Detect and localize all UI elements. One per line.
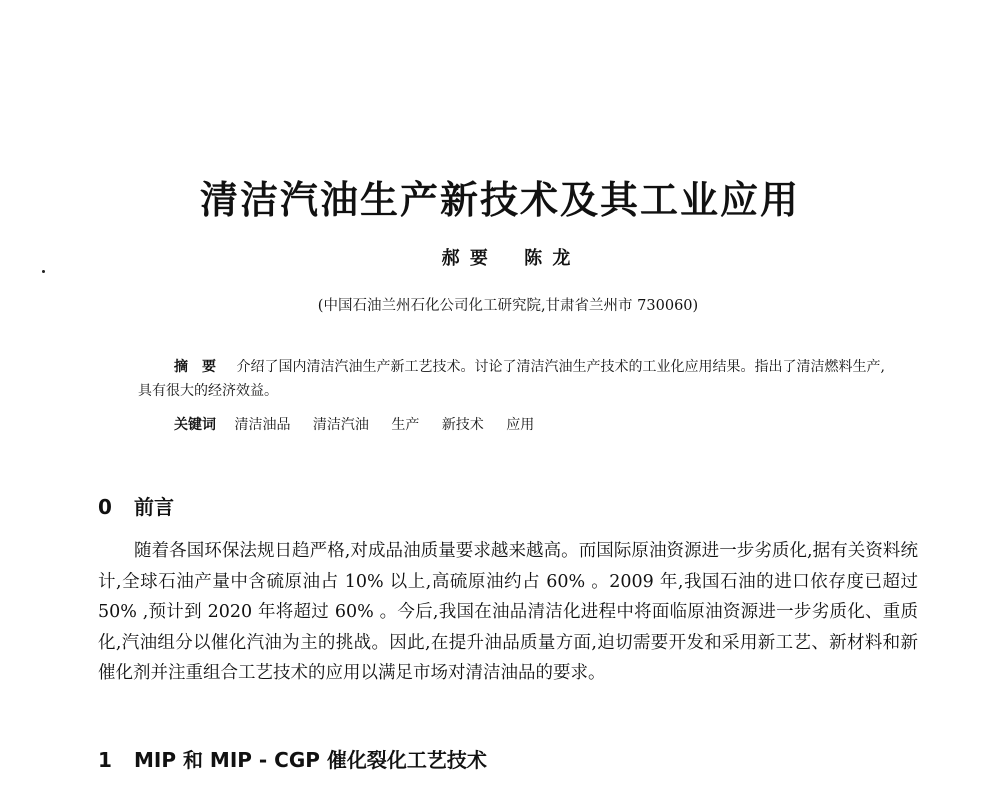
body-paragraph: 随着各国环保法规日趋严格,对成品油质量要求越来越高。而国际原油资源进一步劣质化,据有关资料统计,全球石油产量中含硫原油占 10% 以上,高硫原油约占 60% 。2009 年,我国石油的进口依存度已超过 50% ,预计到 2020 年将超过 60% 。今后,我国在油品清洁化进程中将面临原油资源进一步劣质化、重质化,汽油组分以催化汽油为主的挑战。因此,在提升油品质量方面,迫切需要开发和采用新工艺、新材料和新催化剂并注重组合工艺技术的应用以满足市场对清洁油品的要求。: [98, 541, 918, 683]
author-name: 陈 龙: [524, 248, 573, 269]
section-number: 0: [98, 495, 112, 519]
keyword: 新技术: [441, 417, 484, 433]
paper-title: 清洁汽油生产新技术及其工业应用: [199, 178, 800, 222]
abstract-text: 介绍了国内清洁汽油生产新工艺技术。讨论了清洁汽油生产技术的工业化应用结果。指出了清洁燃料生产,具有很大的经济效益。: [138, 359, 885, 399]
keyword: 清洁油品: [234, 417, 291, 433]
section-heading: [98, 493, 174, 521]
keyword: 应用: [506, 417, 535, 433]
author-name: 郝 要: [441, 248, 490, 269]
keyword: 清洁汽油: [312, 417, 369, 433]
keyword: 生产: [391, 417, 420, 433]
section-title: MIP 和 MIP - CGP 催化裂化工艺技术: [134, 748, 487, 772]
abstract-block: [138, 355, 886, 403]
section-heading: [98, 746, 487, 774]
section-number: 1: [98, 748, 112, 772]
abstract-label: 摘要: [174, 359, 230, 375]
section-title: 前言: [134, 495, 174, 519]
author-affiliation: (中国石油兰州石化公司化工研究院,甘肃省兰州市 730060): [317, 298, 699, 314]
keywords-label: 关键词: [174, 417, 216, 433]
keywords-block: [174, 413, 552, 437]
author-list: [0, 247, 1000, 271]
